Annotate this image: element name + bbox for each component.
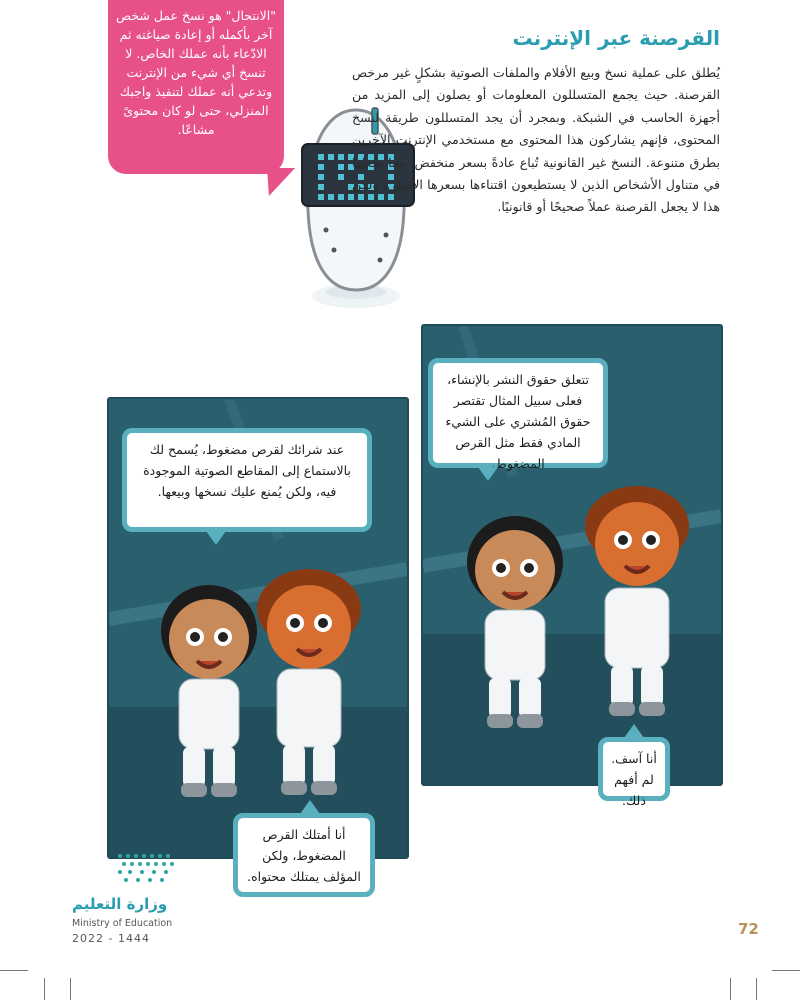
- ministry-name-arabic: وزارة التعليم: [72, 895, 168, 913]
- speech-bubble-tail: [300, 800, 320, 814]
- crop-mark: [772, 970, 800, 971]
- page-number: 72: [738, 920, 759, 938]
- crop-mark: [756, 978, 757, 1000]
- speech-bubble-left-bottom: أنا أمتلك القرص المضغوط، ولكن المؤلف يمتلك محتواه.: [233, 813, 375, 897]
- speech-bubble-tail: [624, 724, 644, 738]
- ministry-name-english: Ministry of Education: [72, 918, 173, 929]
- section-heading: القرصنة عبر الإنترنت: [512, 26, 720, 50]
- speech-bubble-tail: [478, 467, 498, 481]
- ministry-logo-icon: [116, 852, 176, 888]
- speech-bubble-right-bottom: أنا آسف. لم أفهم ذلك.: [598, 737, 670, 801]
- crop-mark: [70, 978, 71, 1000]
- crop-mark: [44, 978, 45, 1000]
- tip-text: "الانتحال" هو نسخ عمل شخص آخر بأكمله أو إعادة صياغته ثم الادّعاء بأنه عملك الخاص. لا تنسخ أي شيء من الإنترنت وتدعي أنه عملك لتنفيذ واجبك المنزلي، حتى لو كان محتوىً مشاعًا.: [116, 8, 276, 137]
- speech-bubble-left-top: عند شرائك لقرص مضغوط، يُسمح لك بالاستماع إلى المقاطع الصوتية الموجودة فيه، ولكن يُمنع عليك نسخها وبيعها.: [122, 428, 372, 532]
- speech-bubble-tail: [206, 531, 226, 545]
- crop-mark: [0, 970, 28, 971]
- edition-year: 2022 - 1444: [72, 932, 150, 945]
- section-paragraph: يُطلق على عملية نسخ وبيع الأفلام والملفات الصوتية بشكلٍ غير مرخص القرصنة. حيث يجمع المتسللون المعلومات أو يصلون إلى المزيد من أجهزة الحاسب في الشبكة. وبمجرد أن يجد المتسللون طريقة لنسخ المحتوى، فإنهم يشاركون هذا المحتوى مع مستخدمي الإنترنت الآخرين بطرق متنوعة. النسخ غير القانونية تُباع عادةً بسعر منخفض، مما يجعلها في متناول الأشخاص الذين لا يستطيعون اقتناءها بسعرها الأصلي، ولكن هذا لا يجعل القرصنة عملاً صحيحًا أو قانونيًا.: [352, 65, 720, 215]
- crop-mark: [730, 978, 731, 1000]
- speech-bubble-right-top: تتعلق حقوق النشر بالإنشاء، فعلى سبيل المثال تقتصر حقوق المُشتري على الشيء المادي فقط مثل القرص المضغوط.: [428, 358, 608, 468]
